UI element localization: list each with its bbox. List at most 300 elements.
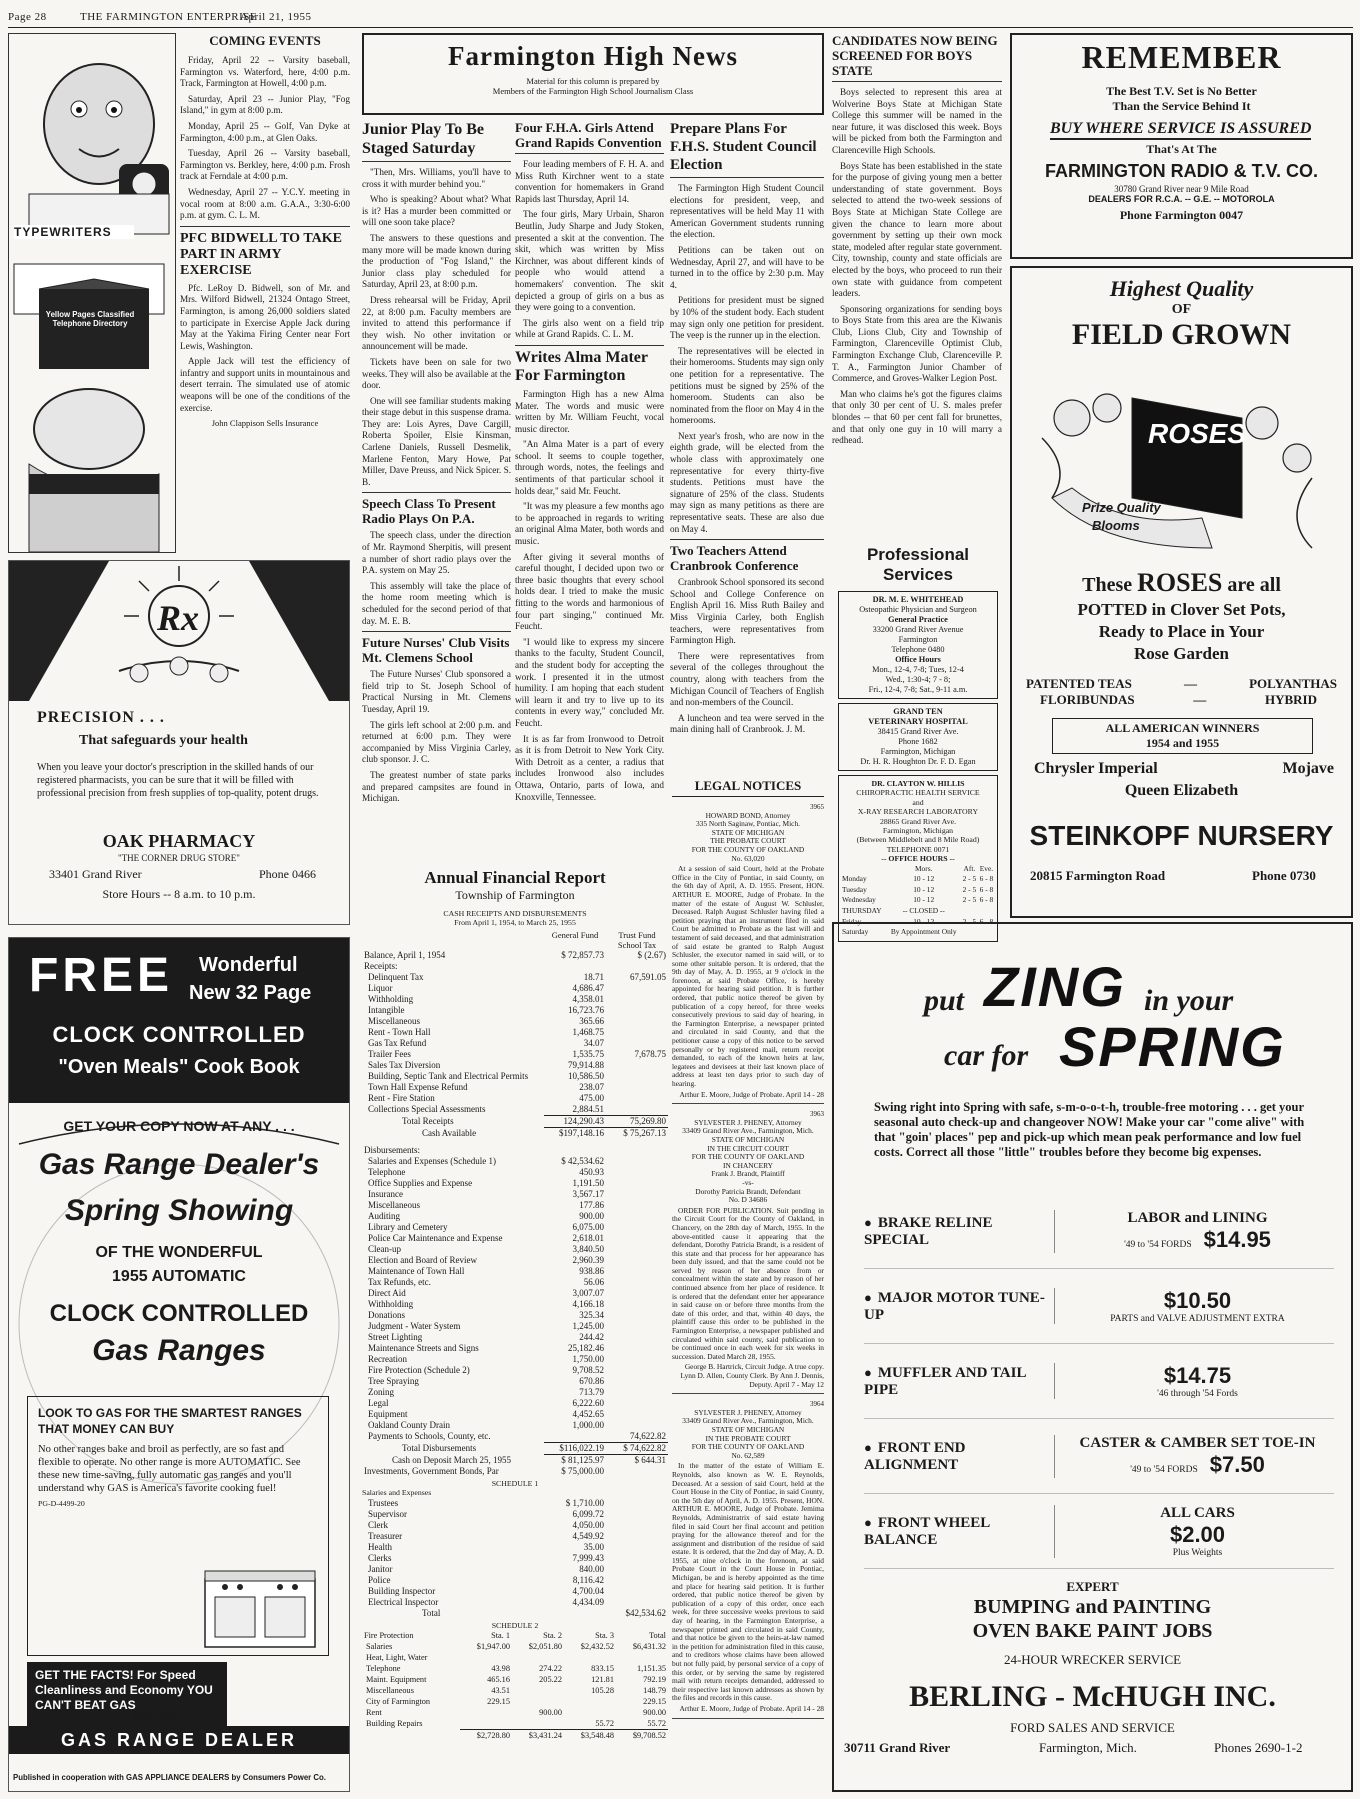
oak-pharmacy-ad xyxy=(8,560,350,925)
nurses-title: Future Nurses' Club Visits Mt. Clemens School xyxy=(362,635,510,666)
row-label: Direct Aid xyxy=(368,1287,406,1298)
table-row xyxy=(362,1641,668,1652)
row-value: $116,022.19 xyxy=(544,1442,606,1454)
coming-events-title: COMING EVENTS xyxy=(209,33,321,48)
table-row xyxy=(362,1027,668,1038)
play-paragraph: Who is speaking? About what? What is it? Has a murder been committed or will one soon take place? xyxy=(362,194,511,228)
table-row xyxy=(362,1288,668,1299)
event-paragraph: Saturday, April 23 -- Junior Play, "Fog Island," in gym at 8:00 p.m. xyxy=(180,93,350,116)
speech-class-title: Speech Class To Present Radio Plays On P.A. xyxy=(362,496,496,527)
notice-header-line: IN THE PROBATE COURT xyxy=(705,1433,791,1443)
row-value: 16,723.76 xyxy=(568,1004,604,1015)
whitehead-card xyxy=(838,591,998,699)
table-row xyxy=(362,1509,668,1520)
junior-play-article xyxy=(362,120,511,809)
row-value: $42,534.62 xyxy=(625,1607,666,1618)
table-row xyxy=(362,1310,668,1321)
row-value xyxy=(606,994,668,1005)
row-value: 3,840.50 xyxy=(572,1243,604,1254)
hours-cell: 6 - 8 xyxy=(979,874,994,884)
row-label: Police Car Maintenance and Expense xyxy=(368,1232,503,1243)
row-cell xyxy=(362,1730,460,1742)
table-row xyxy=(362,1498,668,1509)
notice-signature: Arthur E. Moore, Judge of Probate. April 14 - 28 xyxy=(679,1089,824,1099)
col-general-fund: General Fund xyxy=(551,929,599,940)
row-label: Liquor xyxy=(368,982,393,993)
service-detail: PARTS and VALVE ADJUSTMENT EXTRA xyxy=(1110,1314,1285,1324)
row-label: Miscellaneous xyxy=(368,1199,420,1210)
service-item xyxy=(864,1419,1334,1494)
gas-ranges-headline: Gas Ranges xyxy=(92,1334,266,1367)
dealers-headline: Gas Range Dealer's xyxy=(38,1148,320,1181)
clock-controlled-2: CLOCK CONTROLLED xyxy=(49,1300,309,1327)
hours-cell: 2 - 5 xyxy=(962,884,977,894)
row-value: 6,099.72 xyxy=(572,1508,604,1519)
table-row xyxy=(362,1343,668,1354)
service-price-box xyxy=(1054,1363,1334,1399)
clock-controlled-label: CLOCK CONTROLLED xyxy=(52,1022,306,1047)
card-name: DR. M. E. WHITEHEAD xyxy=(872,595,964,604)
boys-state-paragraph: Boys State has been established in the state for the purpose of giving young men a better understanding of state government. Boys selected to attend the two-week sessions of Boys State at Michigan State College are given the chance to learn more about government by setting up their own mock state, modeled after regular state government. City, township, county and state officials are elected by the boys, who proceed to run their own state with guidance from competent leaders. xyxy=(832,160,1002,299)
spring-intro: Swing right into Spring with safe, s-m-o-o-t-h, trouble-free motoring . . . get your seasonal auto check-up and changeover NOW! Make your car "come alive" with that "goin' places" pep and pick-up which mean peak performance and low fuel costs. Correct all those "little" troubles before they become big expenses. xyxy=(874,1100,1305,1159)
row-value: 1,000.00 xyxy=(572,1419,604,1430)
row-spacer xyxy=(606,1586,668,1597)
cranbrook-paragraph: A luncheon and tea were served in the main dining hall of Cranbrook. J. M. xyxy=(670,712,824,735)
winners-line2: 1954 and 1955 xyxy=(1145,736,1220,750)
row-label: Clerk xyxy=(368,1519,388,1530)
card-city: Farmington xyxy=(898,635,938,644)
row-label: Building Inspector xyxy=(368,1585,436,1596)
table-row xyxy=(362,1597,668,1608)
row-cell: 1,151.35 xyxy=(636,1664,666,1674)
card-role: Osteopathic Physician and Surgeon xyxy=(859,605,977,614)
row-label: Recreation xyxy=(368,1353,407,1364)
fha-title: Four F.H.A. Girls Attend Grand Rapids Convention xyxy=(515,120,664,154)
hours-cell: THURSDAY xyxy=(842,906,882,916)
table-row xyxy=(362,1093,668,1104)
hillis-card xyxy=(838,775,998,942)
roses-sign: ROSES xyxy=(1147,418,1247,449)
free-label: FREE xyxy=(29,949,174,1002)
notice-header-line: STATE OF MICHIGAN xyxy=(711,1424,785,1434)
notice-signature: George B. Hartrick, Circuit Judge. A true copy. Lynn D. Allen, County Clerk. By Ann J. Dennis, Deputy. April 7 - May 12 xyxy=(680,1362,824,1389)
hours-cell xyxy=(978,906,995,917)
card-city: Farmington, Michigan xyxy=(882,826,954,836)
row-value: 325.34 xyxy=(579,1309,604,1320)
variety-queen: Queen Elizabeth xyxy=(1124,782,1239,799)
row-cell: Miscellaneous xyxy=(366,1686,414,1696)
card-between: (Between Middlebelt and 8 Mile Road) xyxy=(856,835,980,845)
row-cell: 43.51 xyxy=(491,1686,510,1696)
student-council-title: Prepare Plans For F.H.S. Student Council Election xyxy=(670,120,824,178)
row-label: Miscellaneous xyxy=(368,1015,420,1026)
oven-meals-label: "Oven Meals" Cook Book xyxy=(58,1056,300,1078)
hours-col: Aft. xyxy=(963,863,976,873)
all-american-winners xyxy=(1052,718,1313,754)
notice-header-line: No. 63,020 xyxy=(731,853,765,863)
row-label: Police xyxy=(368,1574,391,1585)
row-label: Building, Septic Tank and Electrical Permits xyxy=(368,1070,529,1081)
play-paragraph: The answers to these questions and many more will be made known during the production of "Fog Island," the Junior class play scheduled for Saturday, April 23, at 8:00 p.m. xyxy=(362,232,511,290)
table-row xyxy=(362,1542,668,1553)
speech-paragraph: This assembly will take the place of the home room meeting which is scheduled for the second period of that day. M. E. B. xyxy=(362,580,511,626)
row-value: 365.66 xyxy=(579,1015,604,1026)
table-row xyxy=(362,1178,668,1189)
tv-line1: The Best T.V. Set is No Better xyxy=(1106,84,1257,98)
table-row xyxy=(362,994,668,1005)
put-label: put xyxy=(924,984,965,1017)
service-item xyxy=(864,1269,1334,1344)
row-value: 3,007.07 xyxy=(572,1287,604,1298)
row-value xyxy=(606,1233,668,1244)
row-value xyxy=(606,1409,668,1420)
service-name: ● FRONT WHEEL BALANCE xyxy=(864,1514,1054,1549)
field-grown: FIELD GROWN xyxy=(1071,318,1292,351)
row-value: 7,999.43 xyxy=(572,1552,604,1563)
card-hours-label: -- OFFICE HOURS -- xyxy=(881,854,955,864)
row-value: 1,191.50 xyxy=(572,1177,604,1188)
smartest-ranges-box xyxy=(27,1396,329,1656)
table-row xyxy=(362,1442,668,1454)
table-row xyxy=(362,1189,668,1200)
prof-services-title: Professional Services xyxy=(866,545,970,584)
row-label: Library and Cemetery xyxy=(368,1221,448,1232)
notice-header-line: Frank J. Brandt, Plaintiff xyxy=(711,1169,785,1179)
row-value: $ 81,125.97 xyxy=(544,1454,606,1466)
table-row xyxy=(362,1575,668,1586)
row-cell: Salaries xyxy=(366,1642,393,1652)
boys-state-paragraph: Boys selected to represent this area at Wolverine Boys State at Michigan State College this summer will be named in the near future, it was disclosed this week. Boys will be picked from both the Farmington and Clarenceville High Schools. xyxy=(832,87,1002,155)
notice-header-line: THE PROBATE COURT xyxy=(710,836,786,846)
row-value: 4,434.09 xyxy=(572,1596,604,1607)
notice-header-line: -vs- xyxy=(742,1177,754,1187)
row-label: Maintenance Streets and Signs xyxy=(368,1342,479,1353)
coming-events-article xyxy=(180,33,350,428)
notice-number: 3963 xyxy=(810,1110,824,1119)
row-label: Total Receipts xyxy=(402,1115,454,1126)
row-label: Total Disbursements xyxy=(402,1442,477,1453)
row-label: Total xyxy=(422,1607,441,1618)
row-value: $ 74,622.82 xyxy=(606,1442,668,1454)
pharmacy-address: 33401 Grand River xyxy=(49,867,142,881)
pfc-paragraph: Pfc. LeRoy D. Bidwell, son of Mr. and Mrs. Wilford Bidwell, 21324 Ontago Street, Farmington, is among 26,000 soldiers slated to participate in Exercise Apple Jack during May at the Yakima Firing Center near Fort Lewis, Washington. xyxy=(180,282,350,351)
report-subtitle: Township of Farmington xyxy=(455,888,575,902)
table-row xyxy=(841,885,995,896)
row-cell: $9,708.52 xyxy=(616,1730,668,1742)
fha-paragraph: The four girls, Mary Urbain, Sharon Beutlin, Judy Sharpe and Judy Stoken, presented a skit at the convention. The skit, which was written by Miss Kirchner, was about different kinds of people who would attend a homemakers' convention. The skit depicted a group of girls on a bus as they were going to a convention. xyxy=(515,209,664,313)
table-row xyxy=(362,1082,668,1093)
nursery-address: 20815 Farmington Road xyxy=(1030,868,1166,883)
nurses-paragraph: The girls left school at 2:00 p.m. and returned at 6:00 p.m. They were accompanied by Miss Virginia Carley, club sponsor. J. C. xyxy=(362,719,511,765)
pfc-paragraph: Apple Jack will test the efficiency of infantry and support units in mountainous and desert terrain. The simulated use of atomic weapons will be one of the conditions of the exercise. xyxy=(180,356,350,413)
schedule-1-label: SCHEDULE 1 xyxy=(491,1478,539,1488)
row-value: 56.06 xyxy=(583,1276,604,1287)
row-value xyxy=(606,1387,668,1398)
service-price-box xyxy=(1054,1505,1334,1558)
council-paragraph: The representatives will be elected in their homerooms. Students may sign only one petition for a representative. The petitions must be signed by 25% of the homeroom. Students can also be nominated from the floor on May 4 in the homerooms. xyxy=(670,345,824,426)
service-name: ● FRONT END ALIGNMENT xyxy=(864,1439,1054,1474)
cartoon-panel xyxy=(8,33,176,553)
oven-bake-label: OVEN BAKE PAINT JOBS xyxy=(972,1620,1213,1642)
row-value: 18.71 xyxy=(583,971,604,982)
row-label: Trustees xyxy=(368,1497,399,1508)
row-cell: Maint. Equipment xyxy=(366,1675,427,1685)
row-value: 25,182.46 xyxy=(568,1342,604,1353)
hours-cell: Saturday xyxy=(842,927,869,937)
notice-header-line: 33409 Grand River Ave., Farmington, Mich. xyxy=(682,1416,814,1426)
header-cell: Fire Protection xyxy=(364,1631,414,1641)
hours-col: Mors. xyxy=(914,863,933,873)
gas-range-dealer-footer: GAS RANGE DEALER xyxy=(9,1726,349,1754)
table-row xyxy=(362,1038,668,1049)
salaries-label: Salaries and Expenses xyxy=(362,1488,432,1498)
variety-mojave: Mojave xyxy=(1282,760,1334,777)
row-cell xyxy=(460,1718,512,1730)
row-value xyxy=(606,1167,668,1178)
row-value: 4,700.04 xyxy=(572,1585,604,1596)
row-label: Disbursements: xyxy=(364,1144,420,1155)
event-paragraph: Wednesday, April 27 -- Y.C.Y. meeting in vocal room at 8:00 a.m. G.A.A., 3:30-6:00 p.m. at gym. C. L. M. xyxy=(180,186,350,221)
table-row xyxy=(362,1321,668,1332)
row-value: 4,358.01 xyxy=(572,993,604,1004)
row-spacer xyxy=(606,1564,668,1575)
row-cell xyxy=(460,1707,512,1718)
table-row xyxy=(362,1016,668,1027)
table-row xyxy=(362,1255,668,1266)
thats-at-the: That's At The xyxy=(1146,142,1217,156)
card-lab: X-RAY RESEARCH LABORATORY xyxy=(857,807,979,817)
row-cell: Heat, Light, Water xyxy=(366,1653,428,1663)
notice-body: ORDER FOR PUBLICATION. Suit pending in the Circuit Court for the County of Oakland, in Chancery, on the 28th day of March, 1955. In the above-entitled cause it appearing that the defendant, Dorothy Patricia Brandt, is a resident of this state and that process for her appearance has been duly issued, and that the same could not be served by reason of her absence from or concealment within the state and by reason of her continued absence from her place of residence. It is ordered that the defendant enter her appearance in said cause on or before three months from the date of this order, and that, within 40 days, the plaintiff cause this order to be published in the Farmington Enterprise, a newspaper published and circulated within said county, said publication to be continued once in each week for six weeks in succession. Dated March 28, 1955. xyxy=(672,1205,824,1361)
pharmacy-name: OAK PHARMACY xyxy=(102,831,256,851)
row-value: 450.93 xyxy=(579,1166,604,1177)
table-row xyxy=(362,1520,668,1531)
table-row xyxy=(841,906,995,917)
expert-label: EXPERT xyxy=(1066,1579,1119,1594)
row-value: 238.07 xyxy=(579,1081,604,1092)
row-label: Salaries and Expenses (Schedule 1) xyxy=(368,1155,496,1166)
row-value xyxy=(606,1277,668,1288)
table-row xyxy=(362,1663,668,1674)
play-paragraph: "Then, Mrs. Williams, you'll have to cross it with murder behind you." xyxy=(362,167,511,189)
table-row xyxy=(362,1167,668,1178)
table-row xyxy=(362,1200,668,1211)
issue-date: April 21, 1955 xyxy=(240,11,312,23)
rose-varieties xyxy=(1034,760,1334,778)
steinkopf-nursery-ad xyxy=(1010,266,1353,918)
council-paragraph: Petitions for president must be signed by 10% of the student body. Each student may sign only one petition for president. The veep is the runner up in the election. xyxy=(670,295,824,341)
bumping-label: BUMPING and PAINTING xyxy=(973,1596,1212,1618)
event-paragraph: Monday, April 25 -- Golf, Van Dyke at Farmington, 4:00 p.m., at Glen Oaks. xyxy=(180,120,350,143)
remember-heading: REMEMBER xyxy=(1081,39,1282,75)
boys-state-title: CANDIDATES NOW BEING SCREENED FOR BOYS STATE xyxy=(832,33,1002,82)
hours-cell: 6 - 8 xyxy=(979,895,994,905)
notice-header-line: 33409 Grand River Ave., Farmington, Mich. xyxy=(682,1126,814,1136)
telephone-directory-cartoon xyxy=(9,34,175,552)
table-row xyxy=(362,1387,668,1398)
row-value xyxy=(606,1016,668,1027)
precision-heading: PRECISION . . . xyxy=(37,709,165,726)
row-value: $197,148.16 xyxy=(544,1127,606,1139)
card-hours: Fri., 12-4, 7-8; Sat., 9-11 a.m. xyxy=(868,685,968,694)
fire-protection-table xyxy=(362,1630,668,1741)
table-row xyxy=(362,1060,668,1071)
legal-notice xyxy=(672,1110,824,1394)
row-value: 124,290.43 xyxy=(544,1115,606,1127)
hours-cell: Monday xyxy=(842,874,867,884)
service-head: ALL CARS xyxy=(1160,1504,1235,1521)
table-row xyxy=(362,1685,668,1696)
card-role: CHIROPRACTIC HEALTH SERVICE xyxy=(856,788,980,798)
row-spacer xyxy=(606,1520,668,1531)
row-label: Tax Refunds, etc. xyxy=(368,1276,431,1287)
row-cell xyxy=(512,1652,564,1663)
notice-header-line: HOWARD BOND, Attorney xyxy=(705,810,791,820)
nursery-name: STEINKOPF NURSERY xyxy=(1029,820,1334,851)
table-row xyxy=(362,1244,668,1255)
ad-code: PG-D-4499-20 xyxy=(38,1499,85,1508)
table-row xyxy=(362,1466,668,1477)
row-label: Investments, Government Bonds, Par xyxy=(364,1465,499,1476)
fha-paragraph: The girls also went on a field trip while at Grand Rapids. C. L. M. xyxy=(515,317,664,340)
row-value: 9,708.52 xyxy=(572,1364,604,1375)
row-value xyxy=(544,1431,606,1443)
hours-cell: 10 - 12 xyxy=(913,916,935,926)
spring-showing-headline: Spring Showing xyxy=(64,1194,294,1227)
row-label: Insurance xyxy=(368,1188,403,1199)
boys-state-article xyxy=(832,33,1002,451)
row-spacer xyxy=(606,1509,668,1520)
row-cell: 833.15 xyxy=(591,1664,614,1674)
row-label: Clerks xyxy=(368,1552,392,1563)
row-label: Auditing xyxy=(368,1210,401,1221)
service-price-box xyxy=(1054,1435,1334,1478)
nursery-of: OF xyxy=(1171,302,1192,317)
row-value xyxy=(606,1211,668,1222)
row-cell: 900.00 xyxy=(643,1708,666,1718)
row-value xyxy=(606,1398,668,1409)
row-label: Fire Protection (Schedule 2) xyxy=(368,1364,470,1375)
table-row xyxy=(362,1332,668,1343)
row-label: Maintenance of Town Hall xyxy=(368,1265,465,1276)
service-price-line xyxy=(1061,1363,1334,1389)
tv-address: 30780 Grand River near 9 Mile Road xyxy=(1114,184,1249,194)
free-cookbook-banner xyxy=(9,938,349,1103)
speech-paragraph: The speech class, under the direction of Mr. Raymond Sherpitis, will present a number of short radio plays over the P.A. system on May 25. xyxy=(362,530,511,576)
row-value xyxy=(606,1189,668,1200)
row-label: Office Supplies and Expense xyxy=(368,1177,473,1188)
row-cell: 465.16 xyxy=(487,1675,510,1685)
legal-notice xyxy=(672,803,824,1104)
alma-paragraph: "It was my pleasure a few months ago to be approached in regards to writing an original Alma Mater, both words and music. xyxy=(515,501,664,547)
row-value: 670.86 xyxy=(579,1375,604,1386)
automatic-label: 1955 AUTOMATIC xyxy=(112,1268,246,1285)
header-cell: Sta. 2 xyxy=(543,1631,562,1641)
table-row xyxy=(362,1222,668,1233)
row-label: Legal xyxy=(368,1397,389,1408)
tv-store-name: FARMINGTON RADIO & T.V. CO. xyxy=(1044,161,1319,181)
row-value: 10,586.50 xyxy=(568,1070,604,1081)
table-row xyxy=(362,1145,668,1156)
row-cell: 792.19 xyxy=(643,1675,666,1685)
header-cell: Sta. 3 xyxy=(595,1631,614,1641)
tv-line2: Than the Service Behind It xyxy=(1112,99,1251,113)
fha-article xyxy=(515,120,664,807)
card-phone: Phone 1682 xyxy=(898,737,938,746)
row-value: 35.00 xyxy=(583,1541,604,1552)
row-value xyxy=(606,1093,668,1104)
row-value: 938.86 xyxy=(579,1265,604,1276)
table-row xyxy=(362,1420,668,1431)
hours-cell: 2 - 5 xyxy=(962,916,977,926)
table-row xyxy=(362,1127,668,1139)
card-hours: Mon., 12-4, 7-8; Tues, 12-4 xyxy=(872,665,964,674)
safeguards-tagline: That safeguards your health xyxy=(79,733,248,748)
row-cell: 274.22 xyxy=(539,1664,562,1674)
prize-quality: Prize Quality xyxy=(1082,500,1161,515)
nurses-paragraph: The Future Nurses' Club sponsored a field trip to St. Joseph School of Practical Nursing in Mt. Clemens Tuesday, April 19. xyxy=(362,669,511,714)
ranges-body: No other ranges bake and broil as perfectly, are so fast and flexible to operate. No other range is more AUTOMATIC. See these new time-saving, fully automatic gas ranges and you'll understand why GAS is America's favorite cooking fuel! xyxy=(38,1444,301,1494)
card-name: GRAND TEN xyxy=(893,707,943,716)
fha-paragraph: Four leading members of F. H. A. and Miss Ruth Kirchner went to a state convention for homemakers in Grand Rapids last Thursday, April 14. xyxy=(515,159,664,204)
row-value: 4,452.65 xyxy=(572,1408,604,1419)
legal-title: LEGAL NOTICES xyxy=(672,778,824,797)
high-news-sub1: Material for this column is prepared by xyxy=(526,76,660,86)
row-label: Collections Special Assessments xyxy=(368,1104,486,1115)
of-the-wonderful: OF THE WONDERFUL xyxy=(95,1244,263,1261)
row-value: 7,678.75 xyxy=(634,1048,666,1059)
row-label: Rent - Fire Station xyxy=(368,1092,435,1103)
row-value: 1,535.75 xyxy=(572,1048,604,1059)
hours-cell: Friday xyxy=(842,916,862,926)
row-value xyxy=(606,1288,668,1299)
hours-cell: 10 - 12 xyxy=(913,895,935,905)
service-price: $7.50 xyxy=(1209,1451,1265,1477)
winners-line1: ALL AMERICAN WINNERS xyxy=(1105,721,1260,735)
table-row xyxy=(362,983,668,994)
table-row xyxy=(362,1049,668,1060)
row-value xyxy=(606,1005,668,1016)
row-label: Trailer Fees xyxy=(368,1048,411,1059)
receipts-table xyxy=(362,950,668,1477)
row-value: 840.00 xyxy=(579,1563,604,1574)
table-row xyxy=(362,961,668,972)
event-paragraph: Tuesday, April 26 -- Varsity baseball, Farmington vs. Berkley, here, 4:00 p.m. Frosh track at Ferndale at 4:00 p.m. xyxy=(180,148,350,182)
table-row xyxy=(362,1652,668,1663)
card-phone: Telephone 0480 xyxy=(891,645,945,654)
hours-cell: 6 - 8 xyxy=(979,884,994,894)
report-title: Annual Financial Report xyxy=(424,868,606,887)
row-label: Equipment xyxy=(368,1408,408,1419)
card-doctors: Dr. H. R. Houghton Dr. F. D. Egan xyxy=(860,757,976,766)
alma-mater-title: Writes Alma Mater For Farmington xyxy=(515,348,648,384)
table-row xyxy=(362,1005,668,1016)
table-row xyxy=(362,1104,668,1116)
row-cell xyxy=(564,1707,616,1718)
row-value xyxy=(606,1156,668,1167)
row-label: Street Lighting xyxy=(368,1331,423,1342)
card-hours: Wed., 1:30-4; 7 - 8; xyxy=(885,675,951,684)
notice-number: 3965 xyxy=(810,803,824,811)
boys-state-paragraph: Man who claims he's got the figures claims that only 30 per cent of U. S. males prefer blondes -- that 60 per cent fall for brunettes, and that only one guy in 10 will marry a redhead. xyxy=(832,388,1002,446)
row-cell: City of Farmington xyxy=(366,1697,431,1707)
notice-header-line: No. D 34686 xyxy=(728,1195,768,1205)
row-value: $ 644.31 xyxy=(606,1454,668,1466)
get-your-copy: GET YOUR COPY NOW AT ANY . . . xyxy=(63,1118,295,1134)
play-paragraph: Dress rehearsal will be Friday, April 22, at 8:00 p.m. Faculty members are invited to attend this performance if they wish. No other invitation or announcement will be made. xyxy=(362,294,511,352)
row-value xyxy=(606,983,668,994)
row-value: 3,567.17 xyxy=(572,1188,604,1199)
